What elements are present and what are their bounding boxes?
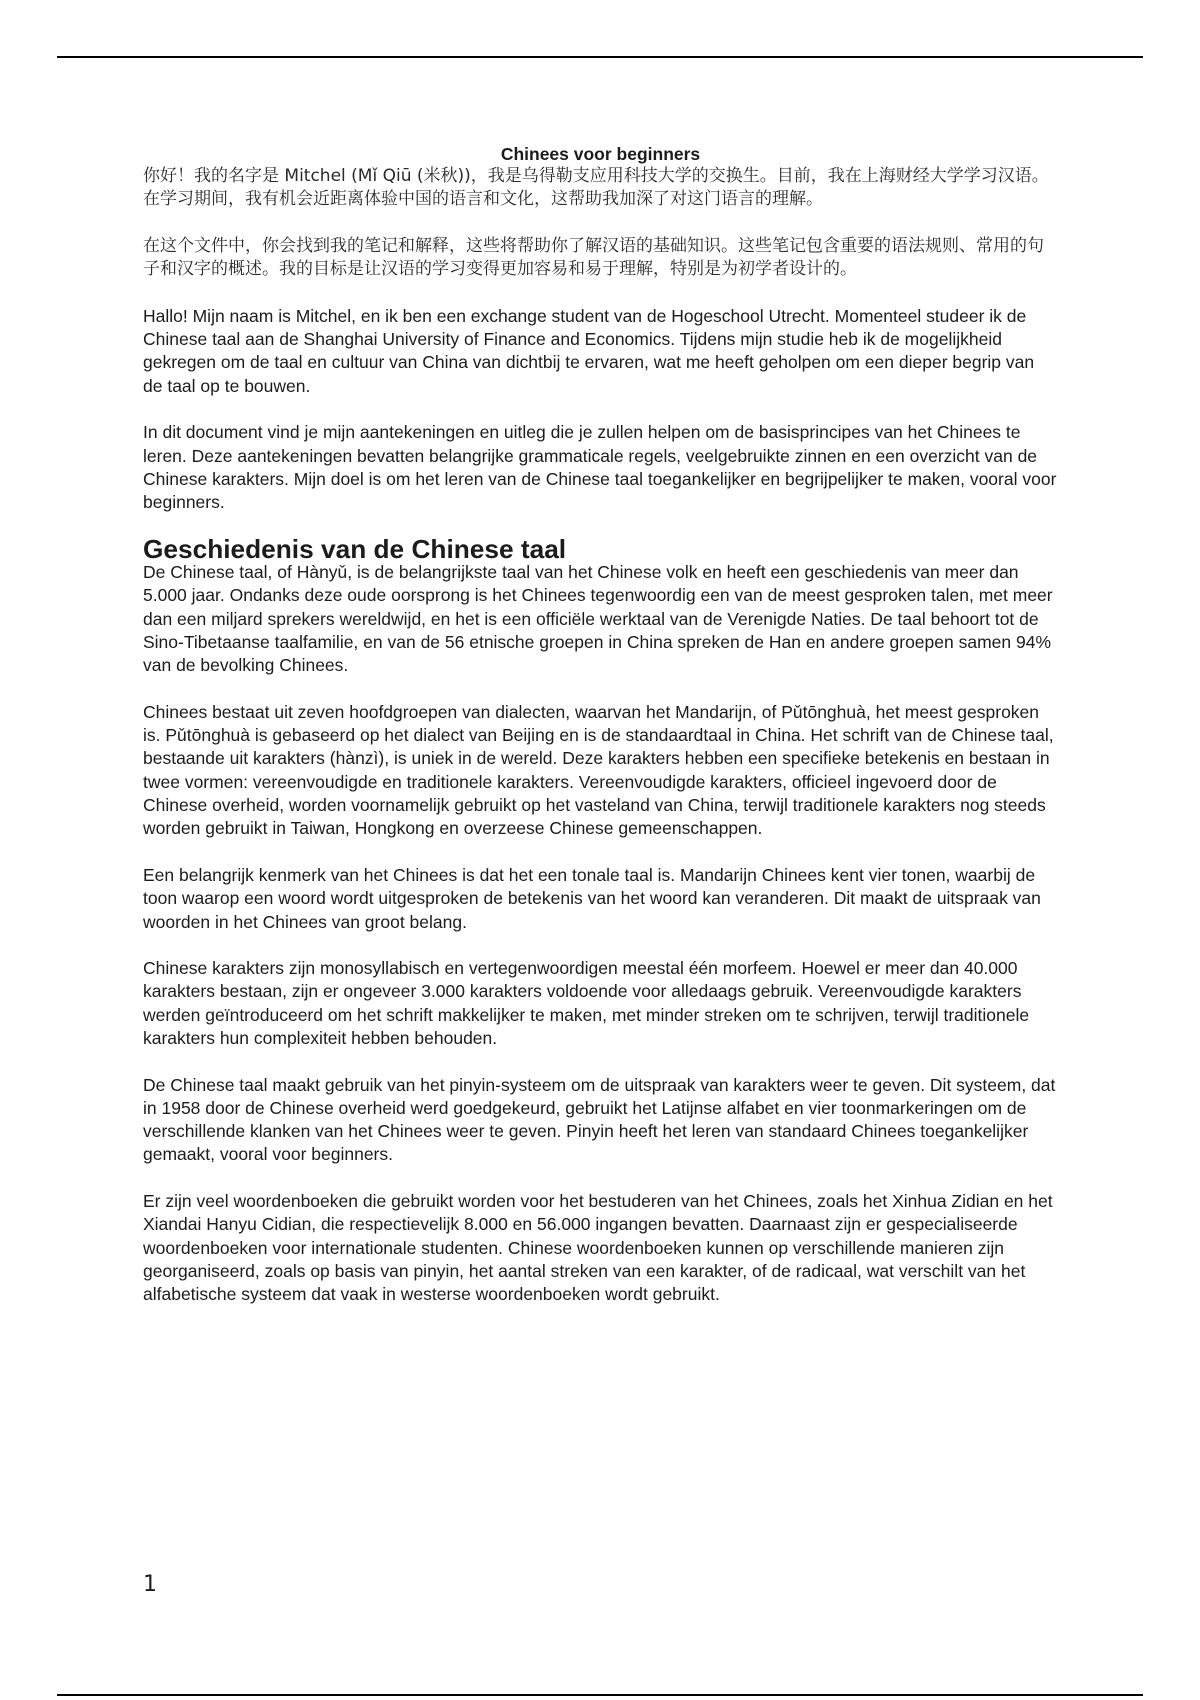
intro-paragraph-zh-2: 在这个文件中，你会找到我的笔记和解释，这些将帮助你了解汉语的基础知识。这些笔记包含重要的语法规则、常用的句子和汉字的概述。我的目标是让汉语的学习变得更加容易和易于理解，特别是为初学者设计的。 <box>143 235 1044 280</box>
history-paragraph-5: De Chinese taal maakt gebruik van het pinyin-systeem om de uitspraak van karakters weer te geven. Dit systeem, dat in 1958 door de Chinese overheid werd goedgekeurd, gebruikt het Latijnse alfabet en vier toonmarkeringen om de verschillende klanken van het Chinees weer te geven. Pinyin heeft het leren van standaard Chinees toegankelijker gemaakt, vooral voor beginners. <box>143 1074 1056 1165</box>
history-paragraph-2: Chinees bestaat uit zeven hoofdgroepen van dialecten, waarvan het Mandarijn, of Pǔtōnghuà, het meest gesproken is. Pǔtōnghuà is gebaseerd op het dialect van Beijing en is de standaardtaal in China. Het schrift van de Chinese taal, bestaande uit karakters (hànzì), is uniek in de wereld. Deze karakters hebben een specifieke betekenis en bestaan in twee vormen: vereenvoudigde en traditionele karakters. Vereenvoudigde karakters, officieel ingevoerd door de Chinese overheid, worden voornamelijk gebruikt op het vasteland van China, terwijl traditionele karakters nog steeds worden gebruikt in Taiwan, Hongkong en overzeese Chinese gemeenschappen. <box>143 701 1054 839</box>
intro-paragraph-nl-1: Hallo! Mijn naam is Mitchel, en ik ben een exchange student van de Hogeschool Utrecht. Momenteel studeer ik de Chinese taal aan de Shanghai University of Finance and Economics. Tijdens mijn studie heb ik de mogelijkheid gekregen om de taal en cultuur van China van dichtbij te ervaren, wat me heeft geholpen om een dieper begrip van de taal op te bouwen. <box>143 305 1035 396</box>
history-paragraph-6: Er zijn veel woordenboeken die gebruikt worden voor het bestuderen van het Chinees, zoals het Xinhua Zidian en het Xiandai Hanyu Cidian, die respectievelijk 8.000 en 56.000 ingangen bevatten. Daarnaast zijn er gespecialiseerde woordenboeken voor internationale studenten. Chinese woordenboeken kunnen op verschillende manieren zijn georganiseerd, zoals op basis van pinyin, het aantal streken van een karakter, of de radicaal, wat verschilt van het alfabetische systeem dat vaak in westerse woordenboeken wordt gebruikt. <box>143 1191 1053 1305</box>
footer-rule <box>57 1694 1143 1696</box>
intro-paragraph-nl-2: In dit document vind je mijn aantekeningen en uitleg die je zullen helpen om de basisprincipes van het Chinees te leren. Deze aantekeningen bevatten belangrijke grammaticale regels, veelgebruikte zinnen en een overzicht van de Chinese karakters. Mijn doel is om het leren van de Chinese taal toegankelijker en begrijpelijker te maken, vooral voor beginners. <box>143 422 1057 513</box>
page-number: 1 <box>143 1572 157 1597</box>
history-paragraph-3: Een belangrijk kenmerk van het Chinees is dat het een tonale taal is. Mandarijn Chinees kent vier tonen, waarbij de toon waarop een woord wordt uitgesproken de betekenis van het woord kan veranderen. Dit maakt de uitspraak van woorden in het Chinees van groot belang. <box>143 864 1041 932</box>
document-title: Chinees voor beginners <box>500 144 701 164</box>
header-rule <box>57 56 1143 58</box>
history-paragraph-1: De Chinese taal, of Hànyǔ, is de belangrijkste taal van het Chinese volk en heeft een geschiedenis van meer dan 5.000 jaar. Ondanks deze oude oorsprong is het Chinees tegenwoordig een van de meest gesproken talen, met meer dan een miljard sprekers wereldwijd, en het is een officiële werktaal van de Verenigde Naties. De taal behoort tot de Sino-Tibetaanse taalfamilie, en van de 56 etnische groepen in China spreken de Han en andere groepen samen 94% van de bevolking Chinees. <box>143 562 1053 676</box>
history-paragraph-4: Chinese karakters zijn monosyllabisch en vertegenwoordigen meestal één morfeem. Hoewel er meer dan 40.000 karakters bestaan, zijn er ongeveer 3.000 karakters voldoende voor alledaags gebruik. Vereenvoudigde karakters werden geïntroduceerd om het schrift makkelijker te maken, met minder streken om te schrijven, terwijl traditionele karakters hun complexiteit hebben behouden. <box>143 958 1030 1048</box>
section-heading-history: Geschiedenis van de Chinese taal <box>143 533 567 564</box>
page-body <box>143 144 1058 1330</box>
intro-paragraph-zh-1: 你好！我的名字是 Mitchel (Mǐ Qiū (米秋))，我是乌得勒支应用科技大学的交换生。目前，我在上海财经大学学习汉语。在学习期间，我有机会近距离体验中国的语言和文化，这帮助我加深了对这门语言的理解。 <box>143 166 1049 210</box>
